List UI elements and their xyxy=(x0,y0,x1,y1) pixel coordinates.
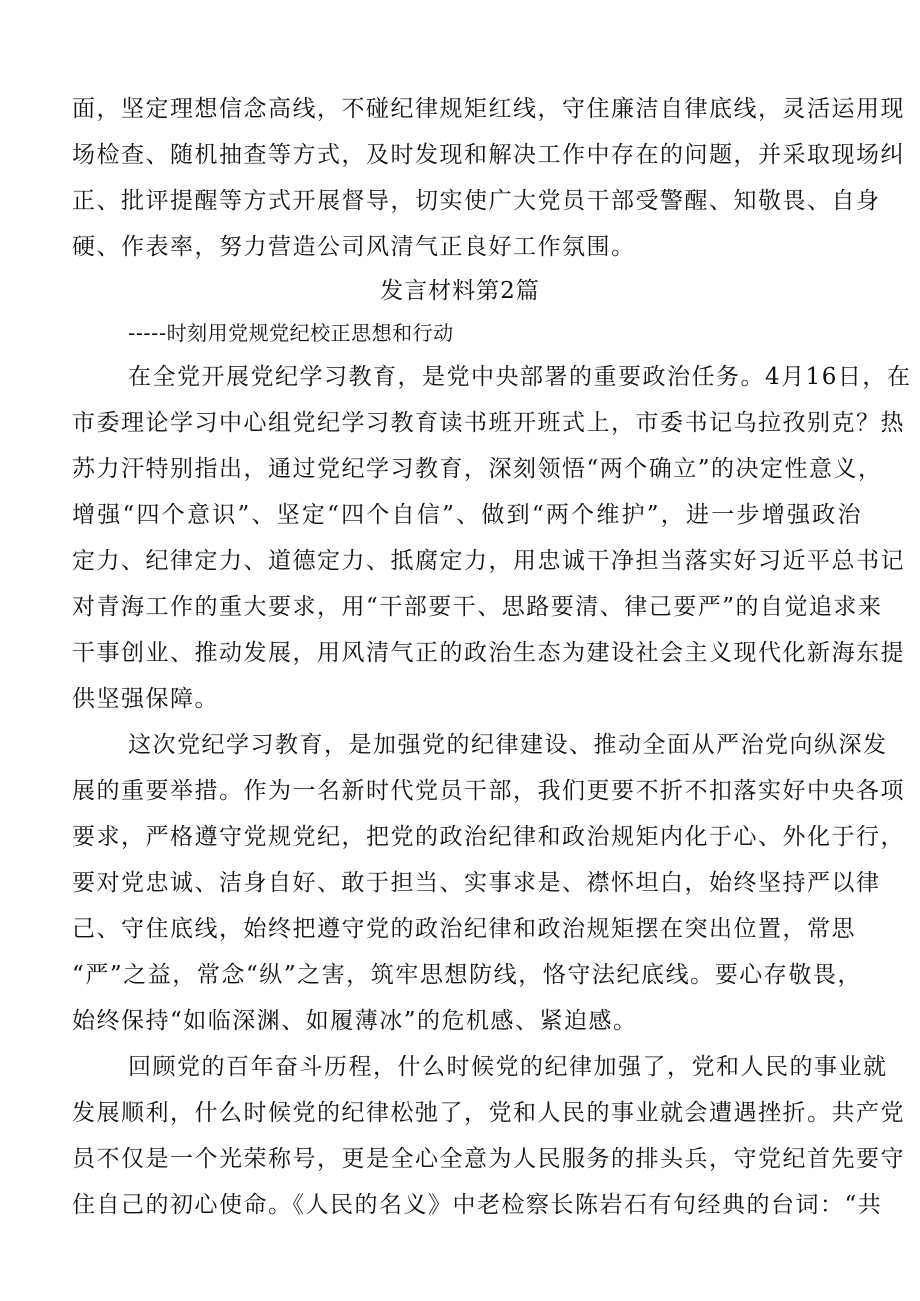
paragraph-line: 增强“四个意识”、坚定“四个自信”、做到“两个维护”，进一步增强政治 xyxy=(72,502,862,528)
paragraph-line: “严”之益，常念“纵”之害，筑牢思想防线，恪守法纪底线。要心存敬畏， xyxy=(72,962,862,988)
paragraph-line: 始终保持“如临深渊、如履薄冰”的危机感、紧迫感。 xyxy=(72,1008,638,1034)
paragraph-line: 员不仅是一个光荣称号，更是全心全意为人民服务的排头兵，守党纪首先要守 xyxy=(72,1146,905,1172)
paragraph-line: 硬、作表率，努力营造公司风清气正良好工作氛围。 xyxy=(72,234,636,260)
paragraph-line: 正、批评提醒等方式开展督导，切实使广大党员干部受警醒、知敬畏、自身 xyxy=(72,188,881,214)
paragraph-line: 供坚强保障。 xyxy=(72,686,219,712)
paragraph-line: 要对党忠诚、洁身自好、敢于担当、实事求是、襟怀坦白，始终坚持严以律 xyxy=(72,870,881,896)
paragraph-line: 市委理论学习中心组党纪学习教育读书班开班式上，市委书记乌拉孜别克？热 xyxy=(72,410,905,436)
paragraph-line: 回顾党的百年奋斗历程，什么时候党的纪律加强了，党和人民的事业就 xyxy=(128,1054,888,1080)
paragraph-line: 在全党开展党纪学习教育，是党中央部署的重要政治任务。4月16日，在 xyxy=(128,364,912,390)
paragraph-line: 住自己的初心使命。《人民的名义》中老检察长陈岩石有句经典的台词：“共 xyxy=(72,1192,883,1218)
paragraph-line: 己、守住底线，始终把遵守党的政治纪律和政治规矩摆在突出位置，常思 xyxy=(72,916,856,942)
section-title: 发言材料第2篇 xyxy=(380,278,540,304)
paragraph-line: 发展顺利，什么时候党的纪律松弛了，党和人民的事业就会遭遇挫折。共产党 xyxy=(72,1100,905,1126)
paragraph-line: 定力、纪律定力、道德定力、抵腐定力，用忠诚干净担当落实好习近平总书记 xyxy=(72,548,905,574)
paragraph-line: 面，坚定理想信念高线，不碰纪律规矩红线，守住廉洁自律底线，灵活运用现 xyxy=(72,96,905,122)
paragraph-line: 这次党纪学习教育，是加强党的纪律建设、推动全面从严治党向纵深发 xyxy=(128,732,888,758)
paragraph-line: 干事创业、推动发展，用风清气正的政治生态为建设社会主义现代化新海东提 xyxy=(72,640,905,666)
paragraph-line: 场检查、随机抽查等方式，及时发现和解决工作中存在的问题，并采取现场纠 xyxy=(72,142,905,168)
section-subtitle: -----时刻用党规党纪校正思想和行动 xyxy=(128,321,454,345)
paragraph-line: 对青海工作的重大要求，用“干部要干、思路要清、律己要严”的自觉追求来 xyxy=(72,594,883,620)
paragraph-line: 要求，严格遵守党规党纪，把党的政治纪律和政治规矩内化于心、外化于行， xyxy=(72,824,905,850)
paragraph-line: 苏力汗特别指出，通过党纪学习教育，深刻领悟“两个确立”的决定性意义， xyxy=(72,456,883,482)
paragraph-line: 展的重要举措。作为一名新时代党员干部，我们更要不折不扣落实好中央各项 xyxy=(72,778,905,804)
